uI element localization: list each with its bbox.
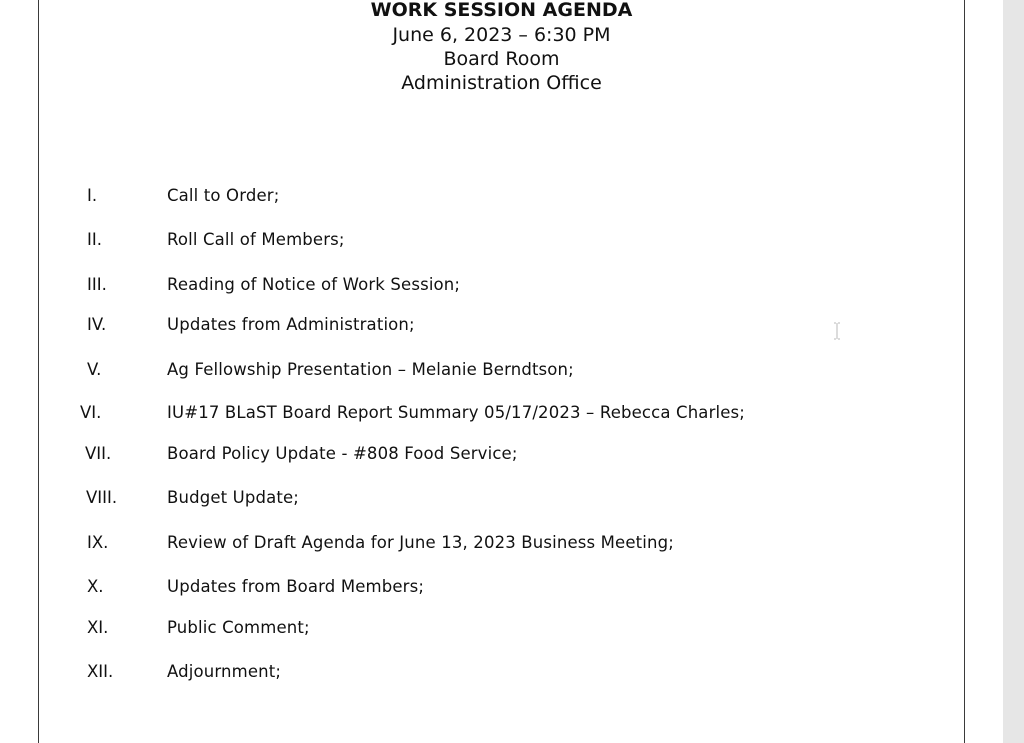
agenda-item — [39, 442, 964, 466]
agenda-item — [39, 575, 964, 599]
agenda-item-text: IU#17 BLaST Board Report Summary 05/17/2023 – Rebecca Charles; — [167, 403, 745, 422]
agenda-item-text: Ag Fellowship Presentation – Melanie Berndtson; — [167, 360, 574, 379]
agenda-item — [39, 228, 964, 252]
agenda-item — [39, 531, 964, 555]
agenda-item — [39, 401, 964, 425]
agenda-item-text: Updates from Board Members; — [167, 577, 425, 596]
agenda-item-text: Budget Update; — [167, 488, 300, 507]
meeting-datetime: June 6, 2023 – 6:30 PM — [392, 24, 611, 46]
agenda-numeral: I. — [87, 186, 98, 205]
agenda-numeral: XII. — [87, 662, 114, 681]
text-cursor-icon — [833, 322, 841, 340]
agenda-numeral: X. — [87, 577, 104, 596]
agenda-item — [39, 273, 964, 297]
agenda-numeral: XI. — [87, 618, 109, 637]
agenda-numeral: IX. — [87, 533, 109, 552]
agenda-item-text: Reading of Notice of Work Session; — [167, 275, 461, 294]
agenda-item — [39, 313, 964, 337]
agenda-item-text: Updates from Administration; — [167, 315, 415, 334]
agenda-numeral: III. — [87, 275, 107, 294]
agenda-item — [39, 486, 964, 510]
agenda-item — [39, 184, 964, 208]
agenda-item-text: Board Policy Update - #808 Food Service; — [167, 444, 518, 463]
agenda-item-text: Public Comment; — [167, 618, 310, 637]
agenda-numeral: VI. — [80, 403, 102, 422]
agenda-title: WORK SESSION AGENDA — [370, 0, 633, 21]
scrollbar-track[interactable] — [1003, 0, 1024, 743]
agenda-numeral: II. — [87, 230, 102, 249]
agenda-numeral: VIII. — [86, 488, 118, 507]
agenda-item-text: Call to Order; — [167, 186, 280, 205]
agenda-item — [39, 358, 964, 382]
agenda-numeral: VII. — [85, 444, 112, 463]
meeting-office: Administration Office — [401, 72, 602, 94]
agenda-item-text: Review of Draft Agenda for June 13, 2023 Business Meeting; — [167, 533, 674, 552]
agenda-item-text: Adjournment; — [167, 662, 282, 681]
document-page[interactable] — [38, 0, 965, 743]
agenda-item-text: Roll Call of Members; — [167, 230, 345, 249]
agenda-item — [39, 660, 964, 684]
agenda-numeral: IV. — [87, 315, 107, 334]
agenda-numeral: V. — [87, 360, 102, 379]
agenda-item — [39, 616, 964, 640]
meeting-room: Board Room — [443, 48, 560, 70]
